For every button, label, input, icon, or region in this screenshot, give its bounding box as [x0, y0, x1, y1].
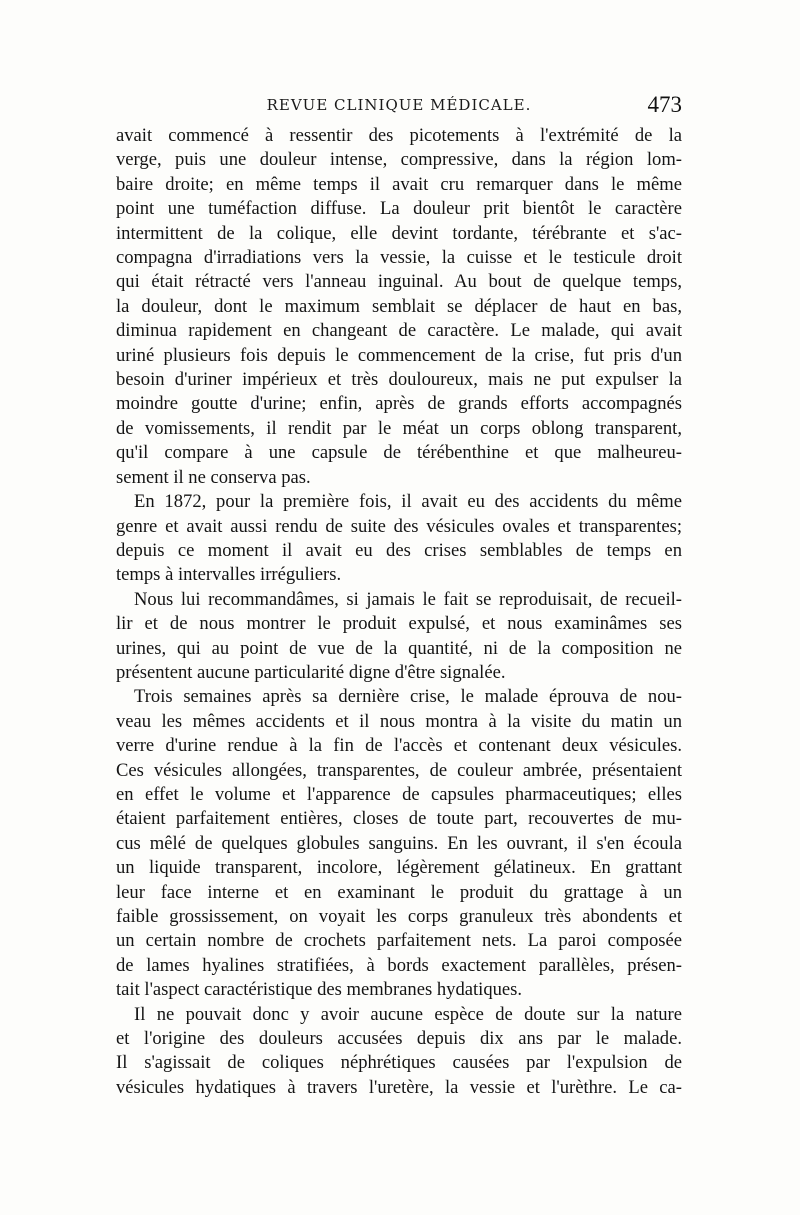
- text-line: un certain nombre de crochets parfaitement nets. La paroi composée: [116, 930, 682, 952]
- text-line: diminua rapidement en changeant de caractère. Le malade, qui avait: [116, 320, 682, 342]
- text-line: veau les mêmes accidents et il nous montra à la visite du matin un: [116, 710, 682, 732]
- text-line: genre et avait aussi rendu de suite des vésicules ovales et transparentes;: [116, 515, 682, 537]
- running-title: REVUE CLINIQUE MÉDICALE.: [266, 96, 532, 114]
- text-line: depuis ce moment il avait eu des crises semblables de temps en: [116, 539, 682, 561]
- body-text: [116, 124, 682, 1100]
- text-line: intermittent de la colique, elle devint tordante, térébrante et s'ac-: [116, 222, 682, 244]
- text-line: la douleur, dont le maximum semblait se déplacer de haut en bas,: [116, 295, 682, 317]
- text-line: lir et de nous montrer le produit expulsé, et nous examinâmes ses: [116, 613, 682, 635]
- text-line: sement il ne conserva pas.: [116, 466, 311, 488]
- paragraph-3: [116, 588, 682, 686]
- text-line: qui était rétracté vers l'anneau inguinal. Au bout de quelque temps,: [116, 271, 682, 293]
- text-line: de vomissements, il rendit par le méat un corps oblong transparent,: [116, 417, 682, 439]
- paragraph-5: [116, 1003, 682, 1101]
- paragraph-4: [116, 685, 682, 1002]
- text-line: présentent aucune particularité digne d'être signalée.: [116, 661, 506, 683]
- text-line: moindre goutte d'urine; enfin, après de grands efforts accompagnés: [116, 393, 682, 415]
- text-line: vésicules hydatiques à travers l'uretère, la vessie et l'urèthre. Le ca-: [116, 1076, 682, 1098]
- text-line: en effet le volume et l'apparence de capsules pharmaceutiques; elles: [116, 783, 682, 805]
- text-line: un liquide transparent, incolore, légèrement gélatineux. En grattant: [116, 857, 682, 879]
- text-line: Ces vésicules allongées, transparentes, de couleur ambrée, présentaient: [116, 759, 682, 781]
- text-line: Trois semaines après sa dernière crise, le malade éprouva de nou-: [134, 686, 682, 708]
- text-line: verge, puis une douleur intense, compressive, dans la région lom-: [116, 149, 682, 171]
- text-line: et l'origine des douleurs accusées depuis dix ans par le malade.: [116, 1028, 682, 1050]
- text-line: uriné plusieurs fois depuis le commencement de la crise, fut pris d'un: [116, 344, 682, 366]
- paragraph-2: [116, 490, 682, 588]
- text-line: urines, qui au point de vue de la quantité, ni de la composition ne: [116, 637, 682, 659]
- text-line: Il ne pouvait donc y avoir aucune espèce de doute sur la nature: [134, 1003, 682, 1025]
- text-line: de lames hyalines stratifiées, à bords exactement parallèles, présen-: [116, 954, 682, 976]
- text-line: verre d'urine rendue à la fin de l'accès et contenant deux vésicules.: [116, 735, 682, 757]
- text-line: compagna d'irradiations vers la vessie, la cuisse et le testicule droit: [116, 247, 682, 269]
- text-line: temps à intervalles irréguliers.: [116, 564, 342, 586]
- text-line: besoin d'uriner impérieux et très douloureux, mais ne put expulser la: [116, 369, 682, 391]
- text-line: tait l'aspect caractéristique des membranes hydatiques.: [116, 979, 523, 1001]
- text-line: En 1872, pour la première fois, il avait eu des accidents du même: [134, 491, 682, 513]
- text-line: baire droite; en même temps il avait cru remarquer dans le même: [116, 173, 682, 195]
- page-number: 473: [647, 92, 682, 117]
- text-line: Nous lui recommandâmes, si jamais le fait se reproduisait, de recueil-: [134, 588, 682, 610]
- text-line: avait commencé à ressentir des picotements à l'extrémité de la: [116, 125, 682, 146]
- text-line: Il s'agissait de coliques néphrétiques causées par l'expulsion de: [116, 1052, 682, 1074]
- text-line: cus mêlé de quelques globules sanguins. En les ouvrant, il s'en écoula: [116, 832, 682, 854]
- text-line: leur face interne et en examinant le produit du grattage à un: [116, 881, 682, 903]
- text-line: faible grossissement, on voyait les corps granuleux très abondents et: [116, 906, 682, 927]
- page-header: [116, 92, 682, 120]
- text-line: étaient parfaitement entières, closes de toute part, recouvertes de mu-: [116, 808, 682, 830]
- text-line: qu'il compare à une capsule de térébenthine et que malheureu-: [116, 442, 682, 464]
- paragraph-1: [116, 124, 682, 490]
- text-line: point une tuméfaction diffuse. La douleur prit bientôt le caractère: [116, 198, 682, 220]
